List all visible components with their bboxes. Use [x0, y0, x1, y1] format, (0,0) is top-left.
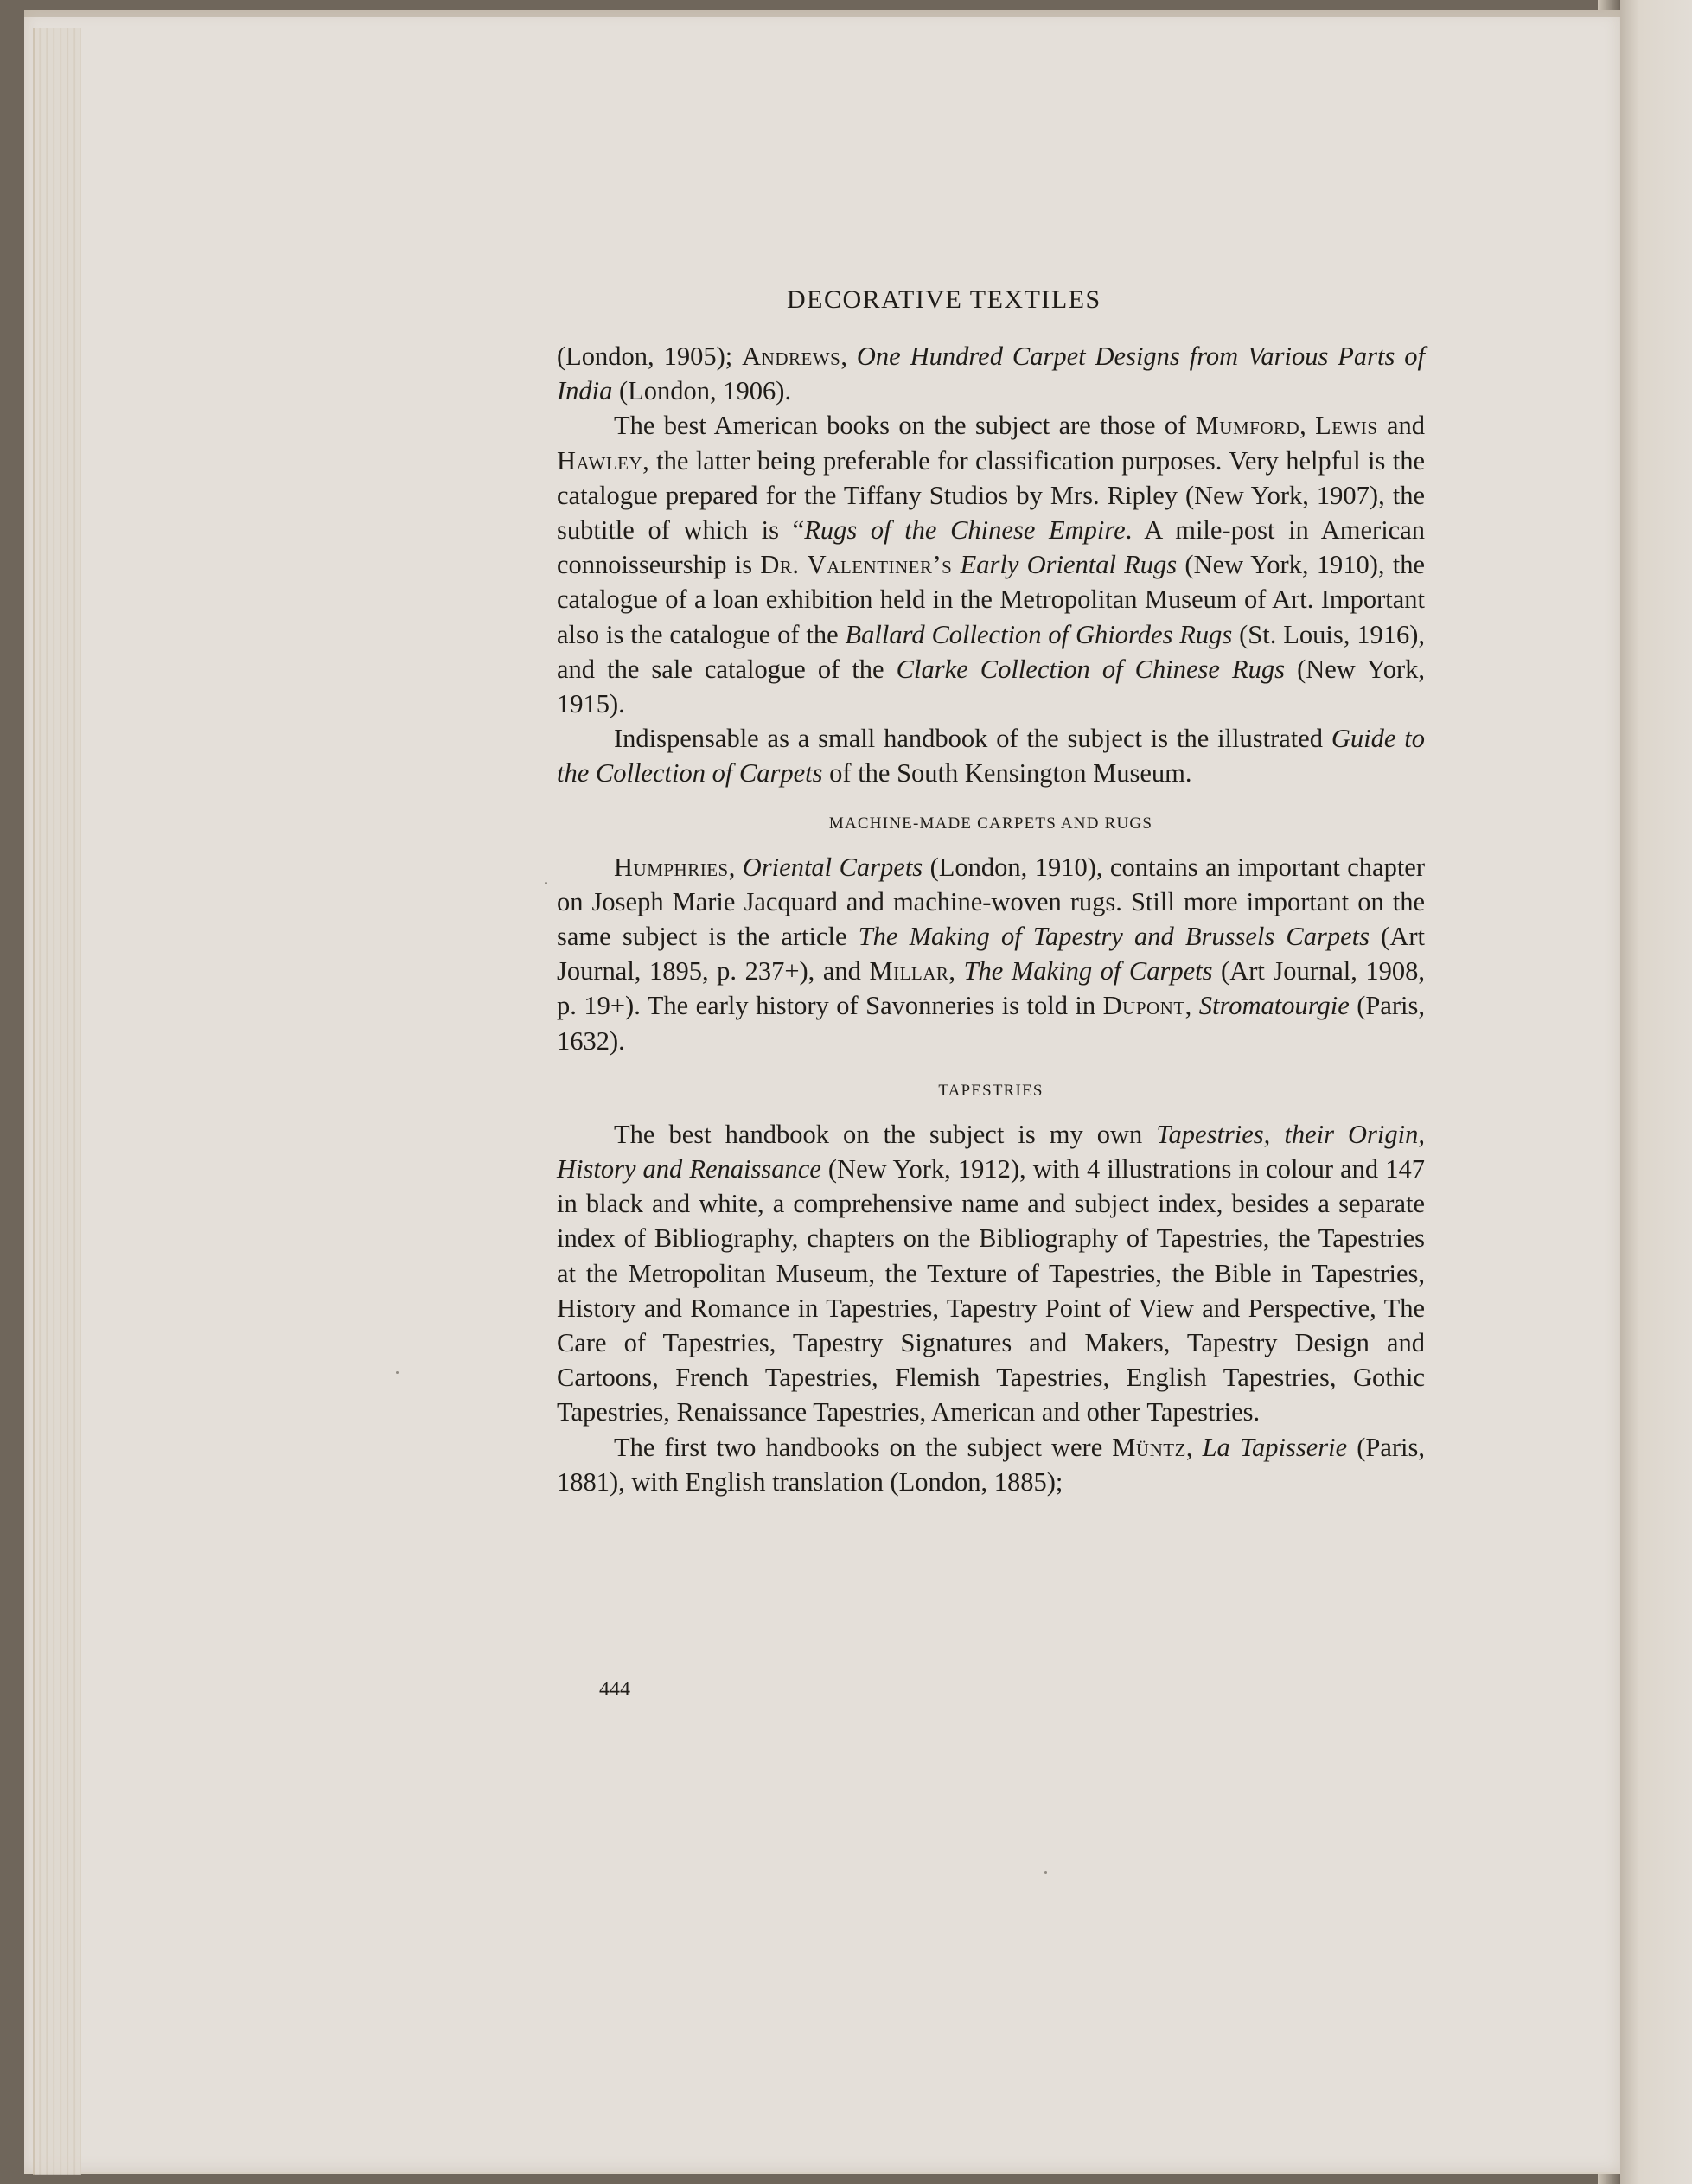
author-name: Hawley	[557, 445, 643, 476]
text-run: ,	[728, 852, 743, 882]
author-name: Mumford	[1195, 411, 1300, 441]
text-run: ,	[840, 342, 857, 371]
text-run: (London, 1905);	[557, 342, 743, 371]
book-title: La Tapisserie	[1202, 1432, 1348, 1462]
author-name: Lewis	[1315, 411, 1378, 441]
article-title: The Making of Tapestry and Brussels Carpets	[858, 922, 1370, 952]
book-title: Early Oriental Rugs	[960, 550, 1178, 580]
text-run: (New York, 1915).	[557, 654, 1426, 719]
text-run: . A mile-post in American connoisseurship is	[557, 515, 1425, 580]
page-number: 444	[599, 1678, 630, 1701]
article-title: The Making of Carpets	[963, 956, 1213, 987]
text-run: (London, 1910), contains an important chapter on Joseph Marie Jacquard and machine-woven rugs. Still more important on the same subject is the article	[557, 852, 1425, 952]
book-title: Tapestries, their Origin, History and Renaissance	[557, 1119, 1425, 1185]
paragraph	[557, 408, 1425, 721]
book-title: Ballard Collection of Ghiordes Rugs	[845, 619, 1233, 649]
text-run	[952, 550, 960, 579]
book-title: One Hundred Carpet Designs from Various Parts of India	[557, 342, 1426, 406]
paragraph	[557, 339, 1425, 408]
page-body	[557, 339, 1425, 1499]
text-run: , the latter being preferable for classification purposes. Very helpful is the catalogue prepared for the Tiffany Studios by Mrs. Ripley (New York, 1907), the subtitle of which is “	[557, 445, 1425, 546]
running-head: DECORATIVE TEXTILES	[787, 285, 1101, 314]
author-name: Dupont	[1102, 991, 1185, 1021]
author-name: Müntz	[1112, 1432, 1186, 1462]
paragraph	[557, 850, 1425, 1058]
paper-speck	[396, 1371, 399, 1374]
author-name: Millar	[869, 956, 949, 987]
page-fore-edge	[33, 28, 81, 2175]
text-run: ,	[948, 956, 964, 987]
section-heading: MACHINE-MADE CARPETS AND RUGS	[828, 814, 1153, 833]
section-heading: TAPESTRIES	[938, 1081, 1044, 1100]
book-title: Clarke Collection of Chinese Rugs	[896, 654, 1285, 684]
text-run: ,	[1299, 411, 1316, 441]
text-run: ,	[1184, 991, 1199, 1021]
page-top-edge	[24, 10, 1620, 17]
book-title: Guide to the Collection of Carpets	[557, 724, 1425, 789]
text-run: (St. Louis, 1916), and the sale catalogue of the	[557, 619, 1425, 684]
text-run: Indispensable as a small handbook of the subject is the illustrated	[614, 724, 1331, 754]
text-run: The best American books on the subject are those of	[614, 411, 1196, 441]
paper-speck	[1044, 1871, 1047, 1874]
author-name: Andrews	[742, 342, 841, 371]
text-run: (Art Journal, 1895, p. 237+), and	[557, 922, 1425, 987]
text-run: The first two handbooks on the subject were	[614, 1432, 1113, 1462]
text-run: (London, 1906).	[612, 376, 792, 406]
text-run: (Paris, 1881), with English translation (London, 1885);	[557, 1432, 1425, 1497]
text-run: and	[1377, 411, 1425, 441]
paper-speck	[545, 882, 547, 884]
paragraph	[557, 1430, 1425, 1499]
paragraph	[557, 721, 1425, 790]
book-title: Stromatourgie	[1198, 991, 1350, 1021]
adjacent-page-edge	[1613, 0, 1692, 2184]
text-run: of the South Kensington Museum.	[822, 758, 1192, 789]
text-run: ,	[1185, 1432, 1203, 1462]
author-name: Dr. Valentiner’s	[760, 550, 953, 580]
text-run: (Paris, 1632).	[557, 991, 1426, 1056]
author-name: Humphries	[614, 852, 729, 882]
text-run: (New York, 1910), the catalogue of a loan exhibition held in the Metropolitan Museum of Art. Important also is the catalogue of the	[557, 550, 1425, 649]
text-run: The best handbook on the subject is my own	[614, 1119, 1157, 1149]
paragraph	[557, 1117, 1425, 1430]
text-run: (Art Journal, 1908, p. 19+). The early history of Savonneries is told in	[557, 956, 1426, 1021]
text-run: (New York, 1912), with 4 illustrations in colour and 147 in black and white, a comprehensive name and subject index, besides a separate index of Bibliography, chapters on the Bibliography of Tapestries, the Tapestries at the Metropolitan Museum, the Texture of Tapestries, the Bible in Tapestries, History and Romance in Tapestries, Tapestry Point of View and Perspective, The Care of Tapestries, Tapestry Signatures and Makers, Tapestry Design and Cartoons, French Tapestries, Flemish Tapestries, English Tapestries, Gothic Tapestries, Renaissance Tapestries, American and other Tapestries.	[557, 1154, 1425, 1427]
book-title: Rugs of the Chinese Empire	[804, 515, 1126, 546]
book-title: Oriental Carpets	[742, 852, 923, 882]
